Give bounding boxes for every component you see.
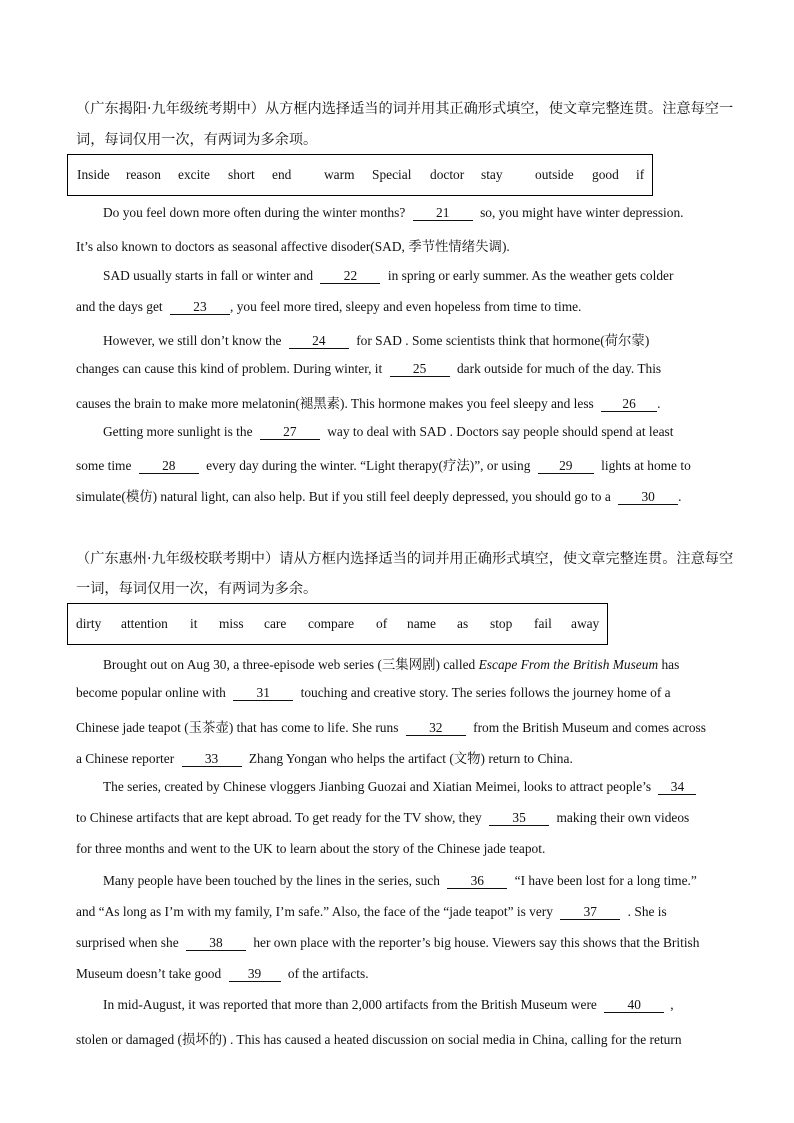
blank-25[interactable]: 25: [390, 362, 450, 377]
word-option: fail: [534, 616, 552, 631]
s2-p2-line1: The series, created by Chinese vloggers Jianbing Guozai and Xiatian Meimei, looks to attract people’s 34: [103, 779, 696, 795]
blank-33[interactable]: 33: [182, 752, 242, 767]
s1-p3-line3: causes the brain to make more melatonin(褪黑素). This hormone makes you feel sleepy and less 26 .: [76, 396, 661, 411]
blank-23[interactable]: 23: [170, 300, 230, 315]
word-option: stop: [490, 616, 513, 631]
s1-p4-line2: some time 28 every day during the winter. “Light therapy(疗法)”, or using 29 lights at home to: [76, 458, 691, 473]
word-option: dirty: [76, 616, 102, 631]
word-option: attention: [121, 616, 168, 631]
blank-28[interactable]: 28: [139, 459, 199, 474]
word-option: warm: [324, 167, 355, 182]
blank-40[interactable]: 40: [604, 998, 664, 1013]
word-option: Inside: [77, 167, 110, 182]
blank-21[interactable]: 21: [413, 206, 473, 221]
s1-p3-line2: changes can cause this kind of problem. During winter, it 25 dark outside for much of the day. This: [76, 361, 662, 376]
word-option: miss: [219, 616, 244, 631]
word-option: away: [571, 616, 600, 631]
s2-p1-line2: become popular online with 31 touching and creative story. The series follows the journey home of a: [76, 685, 671, 700]
s1-p2-line2: and the days get 23 , you feel more tired, sleepy and even hopeless from time to time.: [76, 299, 582, 314]
section2-word-box: [67, 603, 608, 645]
s2-p3-line2: and “As long as I’m with my family, I’m safe.” Also, the face of the “jade teapot” is very 37 . She is: [76, 904, 667, 919]
blank-27[interactable]: 27: [260, 425, 320, 440]
word-option: stay: [481, 167, 503, 182]
s2-p2-line3: for three months and went to the UK to learn about the story of the Chinese jade teapot.: [76, 841, 546, 856]
word-option: as: [457, 616, 469, 631]
blank-32[interactable]: 32: [406, 721, 466, 736]
section1-word-box: [67, 154, 653, 196]
blank-29[interactable]: 29: [538, 459, 594, 474]
word-option: Special: [372, 167, 412, 182]
blank-38[interactable]: 38: [186, 936, 246, 951]
word-option: it: [190, 616, 198, 631]
section2-instruction-line2: 一词，每词仅用一次，有两词为多余。: [76, 581, 318, 597]
word-option: reason: [126, 167, 161, 182]
s2-p1-line4: a Chinese reporter 33 Zhang Yongan who helps the artifact (文物) return to China.: [76, 751, 573, 766]
blank-39[interactable]: 39: [229, 967, 281, 982]
blank-30[interactable]: 30: [618, 490, 678, 505]
s2-p1-line3: Chinese jade teapot (玉茶壶) that has come to life. She runs 32 from the British Museum and comes across: [76, 720, 706, 735]
word-option: good: [592, 167, 619, 182]
word-option: compare: [308, 616, 355, 631]
section1-instruction-line2: 词，每词仅用一次，有两词为多余项。: [76, 132, 318, 148]
s1-p4-line3: simulate(模仿) natural light, can also help. But if you still feel deeply depressed, you should go to a 30 .: [76, 489, 682, 504]
word-option: end: [272, 167, 292, 182]
word-option: short: [228, 167, 255, 182]
word-option: if: [636, 167, 645, 182]
blank-35[interactable]: 35: [489, 811, 549, 826]
word-option: name: [407, 616, 436, 631]
s1-p2-line1: SAD usually starts in fall or winter and 22 in spring or early summer. As the weather gets colder: [103, 268, 674, 283]
word-option: care: [264, 616, 287, 631]
blank-22[interactable]: 22: [320, 269, 380, 284]
section1-instruction-line1: （广东揭阳·九年级统考期中）从方框内选择适当的词并用其正确形式填空，使文章完整连贯。注意每空一: [76, 101, 734, 117]
blank-26[interactable]: 26: [601, 397, 657, 412]
s2-p3-line1: Many people have been touched by the lines in the series, such 36 “I have been lost for a long time.”: [103, 873, 697, 888]
s2-p3-line4: Museum doesn’t take good 39 of the artifacts.: [76, 966, 369, 981]
word-option: doctor: [430, 167, 465, 182]
blank-36[interactable]: 36: [447, 874, 507, 889]
s2-p4-line2: stolen or damaged (损坏的) . This has caused a heated discussion on social media in China, calling for the return: [76, 1032, 682, 1047]
word-option: excite: [178, 167, 210, 182]
s1-p1-line1: Do you feel down more often during the winter months? 21 so, you might have winter depression.: [103, 205, 684, 220]
s2-p1-line1: Brought out on Aug 30, a three-episode web series (三集网剧) called Escape From the British Museum has: [103, 657, 680, 672]
blank-31[interactable]: 31: [233, 686, 293, 701]
s1-p3-line1: However, we still don’t know the 24 for SAD . Some scientists think that hormone(荷尔蒙): [103, 333, 650, 348]
word-option: of: [376, 616, 388, 631]
s2-p2-line2: to Chinese artifacts that are kept abroad. To get ready for the TV show, they 35 making their own videos: [76, 810, 690, 825]
s1-p1-line2: It’s also known to doctors as seasonal affective disoder(SAD, 季节性情绪失调).: [76, 239, 510, 254]
section2-instruction-line1: （广东惠州·九年级校联考期中）请从方框内选择适当的词并用正确形式填空，使文章完整连贯。注意每空: [76, 551, 734, 567]
blank-37[interactable]: 37: [560, 905, 620, 920]
blank-24[interactable]: 24: [289, 334, 349, 349]
s2-p4-line1: In mid-August, it was reported that more than 2,000 artifacts from the British Museum were 40 ,: [103, 997, 674, 1012]
s1-p4-line1: Getting more sunlight is the 27 way to deal with SAD . Doctors say people should spend at least: [103, 424, 674, 439]
blank-34[interactable]: 34: [658, 780, 696, 795]
word-option: outside: [535, 167, 574, 182]
s2-p3-line3: surprised when she 38 her own place with the reporter’s big house. Viewers say this shows that the British: [76, 935, 700, 950]
